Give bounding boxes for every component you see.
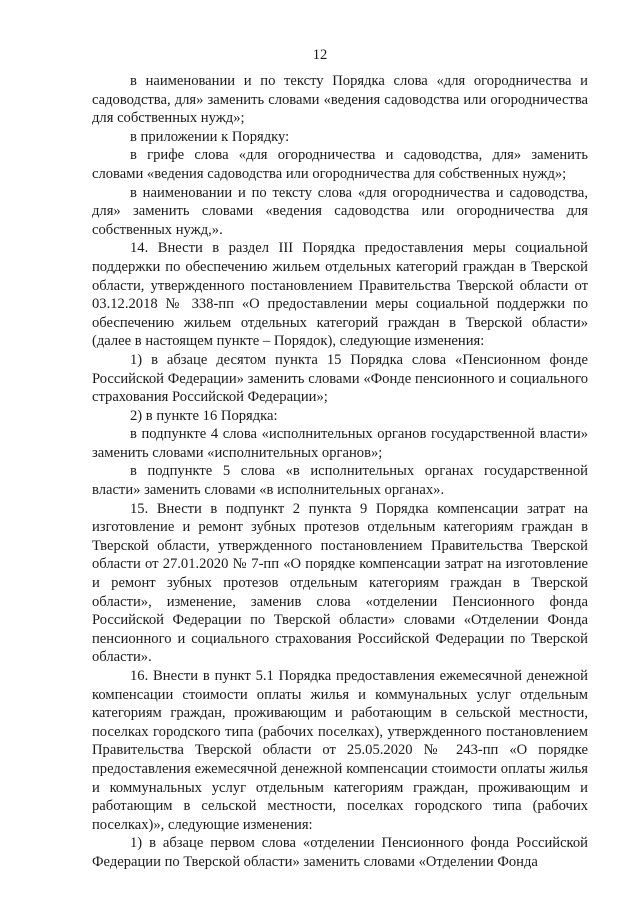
paragraph: 14. Внести в раздел III Порядка предоставления меры социальной поддержки по обеспечению жильем отдельных категорий граждан в Тверской области, утвержденного постановлением Правительства Тверской области от 03.12.2018 № 338-пп «О предоставлении меры социальной поддержки по обеспечению жильем отдельных категорий граждан в Тверской области» (далее в настоящем пункте – Порядок), следующие изменения: [92,240,588,350]
paragraph: в подпункте 5 слова «в исполнительных органах государственной власти» заменить словами «в исполнительных органах». [92,463,588,499]
paragraph: 15. Внести в подпункт 2 пункта 9 Порядка компенсации затрат на изготовление и ремонт зубных протезов отдельным категориям граждан в Тверской области, утвержденного постановлением Правительства Тверской области от 27.01.2020 № 7-пп «О порядке компенсации затрат на изготовление и ремонт зубных протезов отдельным категориям граждан в Тверской области», изменение, заменив слова «отделении Пенсионного фонда Российской Федерации по Тверской области» словами «Отделении Фонда пенсионного и социального страхования Российской Федерации по Тверской области». [92,500,588,666]
page-number: 12 [312,47,328,63]
paragraph: 1) в абзаце десятом пункта 15 Порядка слова «Пенсионном фонде Российской Федерации» заменить словами «Фонде пенсионного и социального страхования Российской Федерации»; [92,351,588,406]
paragraph: 16. Внести в пункт 5.1 Порядка предоставления ежемесячной денежной компенсации стоимости оплаты жилья и коммунальных услуг отдельным категориям граждан, проживающим и работающим в сельской местности, поселках городского типа (рабочих поселках), утвержденного постановлением Правительства Тверской области от 25.05.2020 № 243-пп «О порядке предоставления ежемесячной денежной компенсации стоимости оплаты жилья и коммунальных услуг отдельным категориям граждан, проживающим и работающим в сельской местности, поселках городского типа (рабочих поселках)», следующие изменения: [92,668,588,833]
document-body [92,72,588,872]
paragraph: в приложении к Порядку: [130,128,290,145]
paragraph: в наименовании и по тексту Порядка слова «для огородничества и садоводства, для» заменить словами «ведения садоводства или огородничества для собственных нужд»; [92,73,588,127]
paragraph: 2) в пункте 16 Порядка: [130,407,278,424]
paragraph: в грифе слова «для огородничества и садоводства, для» заменить словами «ведения садоводства или огородничества для собственных нужд»; [92,147,588,182]
paragraph: 1) в абзаце первом слова «отделении Пенсионного фонда Российской Федерации по Тверской области» заменить словами «Отделении Фонда [92,835,588,870]
paragraph: в подпункте 4 слова «исполнительных органов государственной власти» заменить словами «исполнительных органов»; [92,426,588,461]
paragraph: в наименовании и по тексту слова «для огородничества и садоводства, для» заменить словами «ведения садоводства или огородничества для собственных нужд,». [92,184,588,238]
